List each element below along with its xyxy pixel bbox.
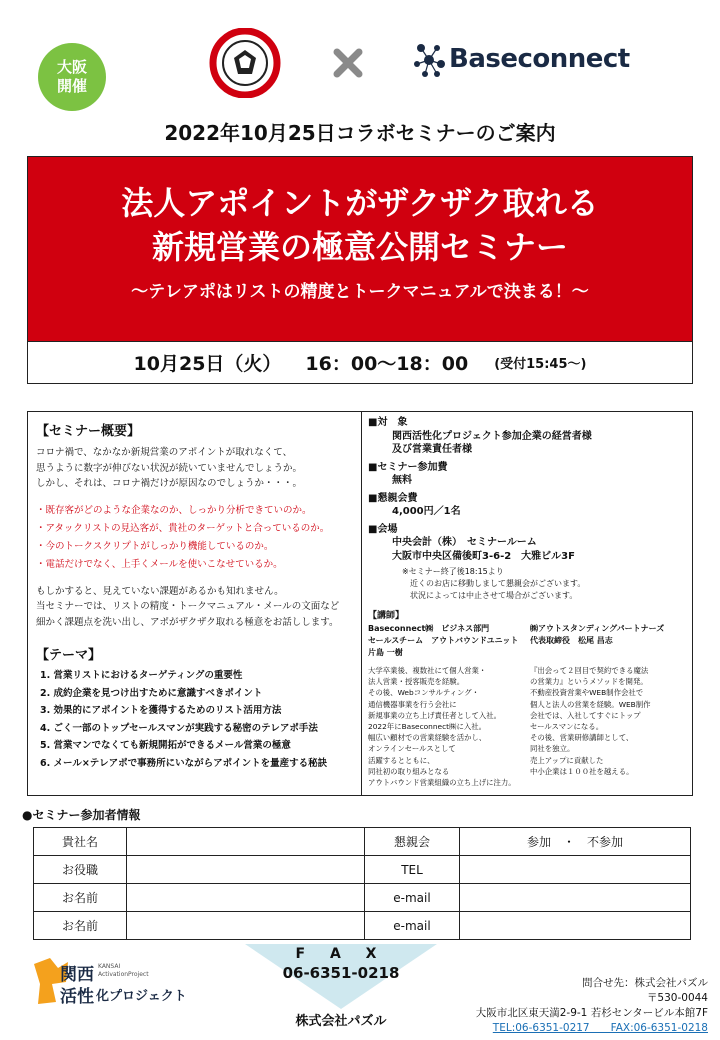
issue-item: ・アタックリストの見込客が、貴社のターゲットと合っているのか。 xyxy=(36,522,330,534)
kansai-en-1: KANSAI xyxy=(98,963,121,970)
bio-line: セールスマンになる。 xyxy=(530,722,604,732)
schedule-bar xyxy=(27,342,693,384)
theme-item: 5. 営業マンでなくても新規開拓ができるメール営業の極意 xyxy=(40,740,291,751)
bio-line: 大学卒業後、複数社にて個人営業・ xyxy=(368,666,487,675)
party-note-2: 近くのお店に移動しまして懇親会がございます。 xyxy=(410,579,586,588)
table-row xyxy=(34,884,691,912)
issue-item: ・今のトークスクリプトがしっかり機能しているのか。 xyxy=(36,540,274,552)
lecturer-left-name: 片島 一樹 xyxy=(368,648,403,657)
name-field-2[interactable] xyxy=(127,912,365,940)
table-row xyxy=(34,912,691,940)
theme-heading: 【テーマ】 xyxy=(36,648,102,663)
title-line-1: 法人アポイントがザクザク取れる xyxy=(121,184,599,222)
registration-table xyxy=(33,827,691,940)
party-attendance-choice[interactable]: 参加 ・ 不参加 xyxy=(460,828,691,856)
overview-closing-1: もしかすると、見えていない課題があるかも知れません。 xyxy=(36,585,284,597)
bio-line: 活躍するとともに、 xyxy=(368,755,435,765)
badge-line1: 大阪 xyxy=(56,58,87,76)
theme-item: 1. 営業リストにおけるターゲティングの重要性 xyxy=(40,670,243,681)
lecturer-right xyxy=(530,623,692,788)
lecturer-right-org: ㈱アウトスタンディングパートナーズ xyxy=(530,624,665,633)
contact-company: 問合せ先：株式会社パズル xyxy=(582,977,708,989)
bio-line: その後、Webコンサルティング・ xyxy=(368,688,480,698)
bio-line: 『出会って２回目で契約できる魔法 xyxy=(530,666,649,675)
email-label-2: e-mail xyxy=(365,912,460,940)
tel-field[interactable] xyxy=(460,856,691,884)
issue-item: ・既存客がどのような企業なのか、しっかり分析できていのか。 xyxy=(36,504,312,516)
email-field-1[interactable] xyxy=(460,884,691,912)
theme-item: 4. ごく一部のトップセールスマンが実践する秘密のテレアポ手法 xyxy=(40,722,318,734)
venue-name: 中央会計（株） セミナールーム xyxy=(392,537,537,548)
overview-column xyxy=(28,412,362,795)
lecturer-right-bio xyxy=(530,665,692,777)
overview-closing-3: 細かく課題点を洗い出し、アポがザクザク取れる極意をお話しします。 xyxy=(36,616,339,628)
theme-list xyxy=(36,667,361,772)
bio-line: 幅広い顧材での営業経験を活かし、 xyxy=(368,733,487,743)
bio-line: 法人営業・授客販売を経験。 xyxy=(368,677,465,687)
bio-line: 2022年にBaseconnect㈱に入社。 xyxy=(368,722,487,732)
fee-value: 無料 xyxy=(392,475,412,486)
bio-line: その後、営業研修講師として、 xyxy=(530,733,634,743)
issue-item: ・電話だけでなく、上手くメールを使いこなせているか。 xyxy=(36,558,283,570)
lecturer-left-bio xyxy=(368,665,530,788)
seminar-title-banner xyxy=(27,156,693,342)
lecturer-grid xyxy=(368,623,692,788)
bio-line: 個人と法人の営業を経験。WEB制作 xyxy=(530,699,651,709)
target-line-2: 及び営業責任者様 xyxy=(392,444,472,455)
kansai-text-1: 関西 xyxy=(60,965,94,985)
osaka-venue-badge xyxy=(38,43,106,111)
venue-address: 大阪市中央区備後町3-6-2 大雅ビル3F xyxy=(392,550,575,562)
host-company-logo xyxy=(208,28,282,98)
position-label: お役職 xyxy=(34,856,127,884)
email-label-1: e-mail xyxy=(365,884,460,912)
bio-line: 同社初の取り組みとなる xyxy=(368,766,450,776)
bio-line: 売上アップに貢献した xyxy=(530,755,604,765)
overview-intro-2: 思うように数字が伸びない状況が続いていませんでしょうか。 xyxy=(36,462,303,474)
fee-label: ■セミナー参加費 xyxy=(368,461,448,473)
bio-line: 通信機器事業を行う会社に xyxy=(368,699,457,709)
lecturer-left-role: セールスチーム アウトバウンドユニット xyxy=(368,636,519,645)
kansai-text-3: 化プロジェクト xyxy=(96,989,187,1004)
title-subtitle: ～テレアポはリストの精度とトークマニュアルで決まる！～ xyxy=(131,282,589,302)
registration-label: ●セミナー参加者情報 xyxy=(22,808,141,822)
name-label-2: お名前 xyxy=(34,912,127,940)
announcement-heading: 2022年10月25日コラボセミナーのご案内 xyxy=(164,121,556,145)
theme-item: 2. 成約企業を見つけ出すために意識すべきポイント xyxy=(40,687,263,699)
kansai-en-2: ActivationProject xyxy=(98,971,149,978)
fax-label: F A X xyxy=(295,946,387,962)
overview-intro-1: コロナ禍で、なかなか新規営業のアポイントが取れなくて、 xyxy=(36,447,293,458)
lecturer-left-org: Baseconnect㈱ ビジネス部門 xyxy=(368,624,490,633)
tel-label: TEL xyxy=(365,856,460,884)
kansai-project-logo xyxy=(30,954,210,1012)
details-column xyxy=(362,412,692,795)
email-field-2[interactable] xyxy=(460,912,691,940)
party-note-1: ※セミナー終了後18:15より xyxy=(402,567,504,576)
seminar-time: 16：00～18：00 xyxy=(305,353,469,375)
company-name-label: 貴社名 xyxy=(34,828,127,856)
company-name-field[interactable] xyxy=(127,828,365,856)
overview-intro-3: しかし、それは、コロナ禍だけが原因なのでしょうか・・・。 xyxy=(36,478,303,489)
seminar-date: 10月25日（火） xyxy=(133,353,282,375)
theme-item: 3. 効果的にアポイントを獲得するためのリスト活用方法 xyxy=(40,705,282,716)
table-row xyxy=(34,828,691,856)
contact-info xyxy=(476,976,708,1036)
fax-number: 06-6351-0218 xyxy=(282,964,400,982)
table-row xyxy=(34,856,691,884)
venue-label: ■会場 xyxy=(368,523,398,535)
contact-tel-fax-link[interactable]: TEL:06-6351-0217 FAX:06-6351-0218 xyxy=(492,1022,708,1034)
bio-line: 同社を独立。 xyxy=(530,744,575,754)
target-line-1: 関西活性化プロジェクト参加企業の経営者様 xyxy=(392,430,592,442)
bio-line: 中小企業は１００社を越える。 xyxy=(530,766,634,776)
baseconnect-logo-icon xyxy=(411,40,447,80)
collaboration-cross-icon xyxy=(331,46,365,80)
lecturer-left xyxy=(368,623,530,788)
position-field[interactable] xyxy=(127,856,365,884)
seminar-info-box xyxy=(27,411,693,796)
baseconnect-wordmark: Baseconnect xyxy=(449,44,630,74)
overview-heading: 【セミナー概要】 xyxy=(36,424,141,439)
bio-line: 新規事業の立ち上げ責任者として入社。 xyxy=(368,710,502,720)
bio-line: オンラインセールスとして xyxy=(368,744,456,754)
title-line-2: 新規営業の極意公開セミナー xyxy=(151,228,568,266)
lecturer-right-name: 代表取締役 松尾 昌志 xyxy=(530,636,613,645)
contact-zip: 〒530-0044 xyxy=(646,992,708,1004)
party-fee-label: ■懇親会費 xyxy=(368,492,418,504)
fax-company-name: 株式会社パズル xyxy=(295,1014,387,1029)
name-label-1: お名前 xyxy=(34,884,127,912)
issue-list xyxy=(36,502,361,574)
fax-block xyxy=(245,946,437,982)
lecturer-heading: 【講師】 xyxy=(368,611,405,621)
badge-line2: 開催 xyxy=(56,77,87,95)
contact-address: 大阪市北区東天満2-9-1 若杉センタービル本館7F xyxy=(475,1007,708,1019)
kansai-text-2: 活性 xyxy=(60,987,94,1007)
bio-line: 不動産投資営業やWEB制作会社で xyxy=(530,688,644,698)
party-label: 懇親会 xyxy=(365,828,460,856)
name-field-1[interactable] xyxy=(127,884,365,912)
bio-line: の営業力』というメソッドを開発。 xyxy=(530,677,648,687)
target-label: ■対 象 xyxy=(368,417,408,428)
theme-item: 6. メール×テレアポで事務所にいながらアポイントを量産する秘訣 xyxy=(40,757,328,769)
bio-line: 会社では、入社してすぐにトップ xyxy=(530,710,641,720)
party-fee-value: 4,000円／1名 xyxy=(392,506,461,517)
party-note-3: 状況によっては中止させて場合がございます。 xyxy=(410,591,578,600)
reception-time: (受付15:45～) xyxy=(494,357,587,372)
overview-closing-2: 当セミナーでは、リストの精度・トークマニュアル・メールの文面など xyxy=(36,601,340,612)
bio-line: アウトバウンド営業組織の立ち上げに注力。 xyxy=(368,778,516,788)
